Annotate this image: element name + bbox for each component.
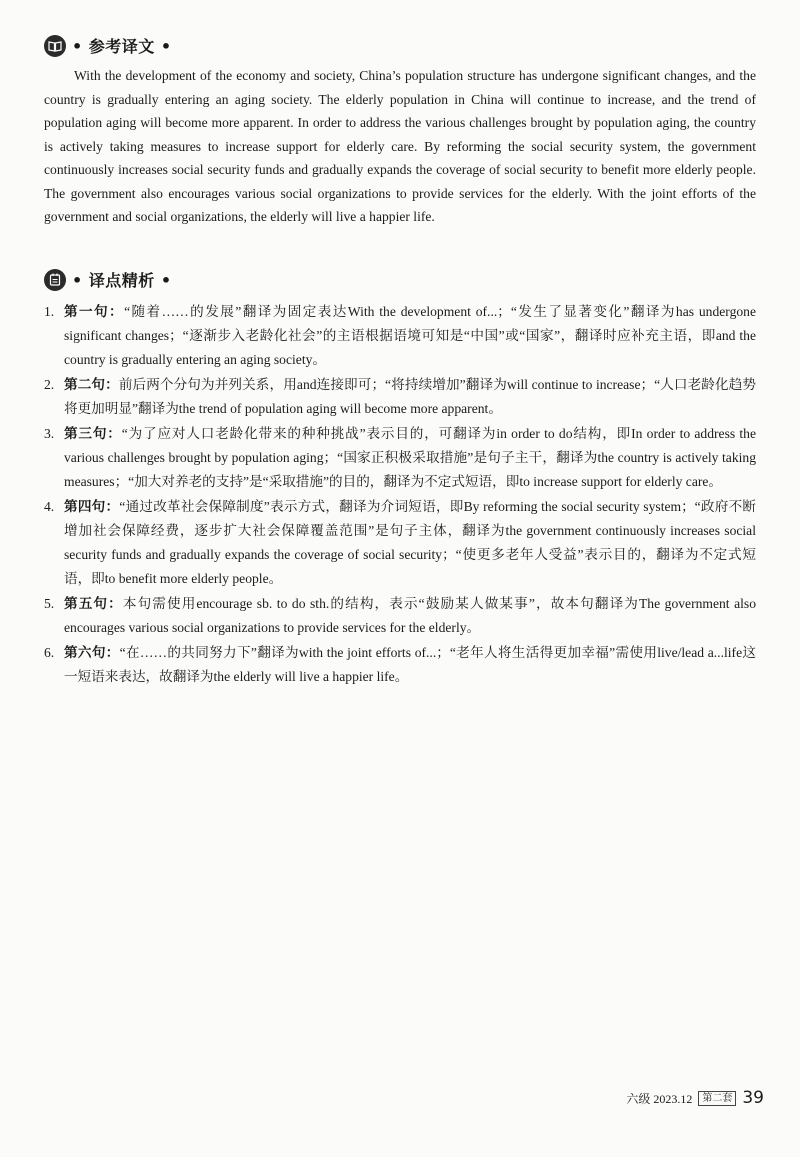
analysis-section-header bbox=[44, 268, 172, 291]
analysis-item-text: 本句需使用encourage sb. to do sth.的结构，表示“鼓励某人做某事”，故本句翻译为The government also encourages various social organizations to provide services for the elderly。 bbox=[64, 596, 756, 635]
set-badge: 第二套 bbox=[698, 1091, 736, 1106]
analysis-item bbox=[44, 422, 756, 494]
analysis-item bbox=[44, 495, 756, 591]
analysis-item bbox=[44, 373, 756, 421]
translation-section-title: • 参考译文 • bbox=[72, 37, 172, 56]
analysis-section-title: • 译点精析 • bbox=[72, 271, 172, 290]
analysis-item-text: “随着……的发展”翻译为固定表达With the development of...；“发生了显著变化”翻译为has undergone significant changes；“逐渐步入老龄化社会”的主语根据语境可知是“中国”或“国家”，翻译时应补充主语，即and the country is gradually entering an aging society。 bbox=[64, 304, 757, 367]
analysis-item-text: “通过改革社会保障制度”表示方式，翻译为介词短语，即By reforming the social security system；“政府不断增加社会保障经费，逐步扩大社会保障覆盖范围”是句子主体，翻译为the government continuously increases social security funds and gradually expands the coverage of social security；“使更多老年人受益”表示目的，翻译为不定式短语，即to benefit more elderly people。 bbox=[64, 499, 756, 586]
analysis-item-label: 第一句： bbox=[64, 304, 125, 319]
analysis-item-number: 2. bbox=[44, 377, 55, 392]
analysis-item-label: 第二句： bbox=[64, 377, 119, 392]
page-footer bbox=[626, 1088, 764, 1108]
analysis-item-label: 第三句： bbox=[64, 426, 122, 441]
analysis-item-number: 3. bbox=[44, 426, 55, 441]
page-number: 39 bbox=[742, 1088, 764, 1108]
analysis-list bbox=[44, 300, 756, 690]
analysis-item-number: 1. bbox=[44, 304, 55, 319]
book-icon bbox=[44, 35, 66, 57]
analysis-item-number: 5. bbox=[44, 596, 55, 611]
translation-paragraph: With the development of the economy and society, China’s population structure has undergone significant changes, and the country is gradually entering an aging society. The elderly population in China will continue to increase, and the trend of population aging will become more apparent. In order to address the various challenges brought by population aging, the country is actively taking measures to increase support for elderly care. By reforming the social security system, the government continuously increases social security funds and gradually expands the coverage of social security to benefit more elderly people. The government also encourages various social organizations to provide services for the elderly. With the joint efforts of the government and social organizations, the elderly will live a happier life. bbox=[44, 68, 756, 224]
analysis-item bbox=[44, 300, 756, 372]
analysis-item-label: 第四句： bbox=[64, 499, 120, 514]
notepad-icon bbox=[44, 269, 66, 291]
analysis-item-text: 前后两个分句为并列关系，用and连接即可；“将持续增加”翻译为will continue to increase；“人口老龄化趋势将更加明显”翻译为the trend of population aging will become more apparent。 bbox=[64, 377, 757, 416]
analysis-item bbox=[44, 641, 756, 689]
translation-section-header bbox=[44, 34, 172, 57]
analysis-item-label: 第五句： bbox=[64, 596, 123, 611]
issue-label: 六级 2023.12 bbox=[626, 1091, 693, 1106]
analysis-item-number: 6. bbox=[44, 645, 55, 660]
analysis-item bbox=[44, 592, 756, 640]
analysis-item-label: 第六句： bbox=[64, 645, 120, 660]
analysis-item-number: 4. bbox=[44, 499, 55, 514]
analysis-item-text: “为了应对人口老龄化带来的种种挑战”表示目的，可翻译为in order to do结构，即In order to address the various challenges brought by population aging；“国家正积极采取措施”是句子主干，翻译为the country is actively taking measures；“加大对养老的支持”是“采取措施”的目的，翻译为不定式短语，即to increase support for elderly care。 bbox=[64, 426, 757, 489]
analysis-item-text: “在……的共同努力下”翻译为with the joint efforts of...；“老年人将生活得更加幸福”需使用live/lead a...life这一短语来表达，故翻译为the elderly will live a happier life。 bbox=[64, 645, 757, 684]
